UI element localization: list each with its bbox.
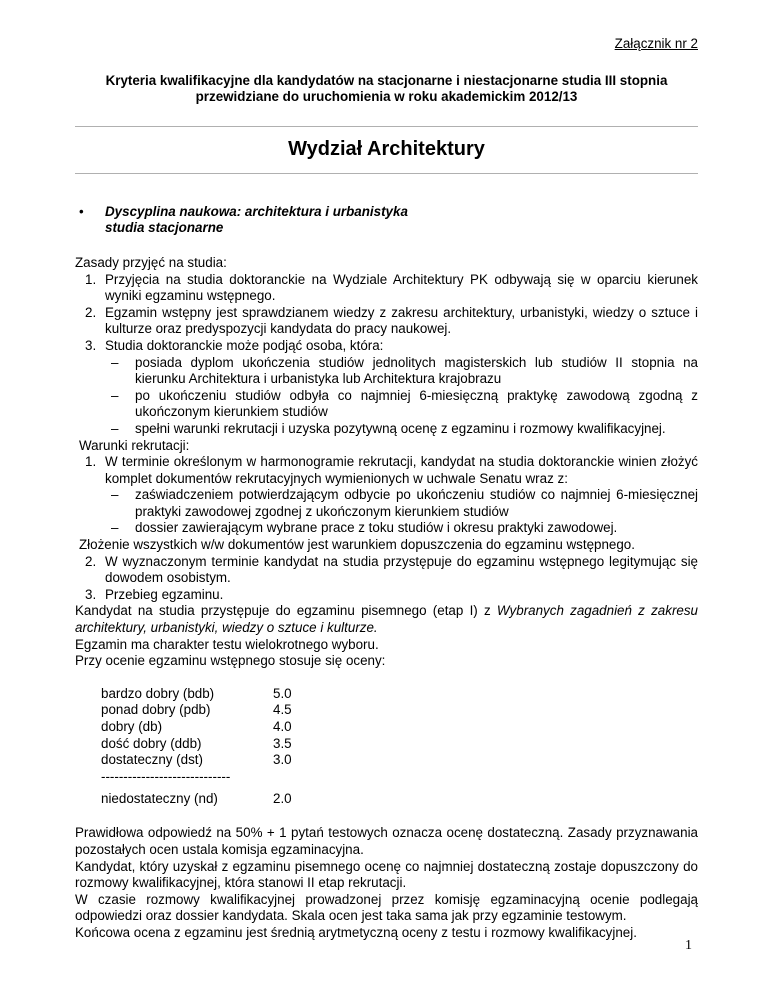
grade-name: dostateczny (dst) (101, 752, 203, 768)
exam-intro (75, 603, 698, 636)
item-number: 1. (85, 454, 97, 470)
grade-value: 4.0 (273, 719, 292, 734)
document-text: zaświadczeniem potwierdzającym odbycie po ukończeniu studiów co najmniej 6-miesięcznej praktyki zawodowej zgodnej z ukończonym kierunkiem studiów (135, 487, 698, 519)
grade-value: 5.0 (273, 685, 292, 701)
item-text: Egzamin wstępny jest sprawdzianem wiedzy z zakresu architektury, urbanistyki, wiedzy o sztuce i kulturze oraz predyspozycji kandydata do pracy naukowej. (105, 304, 698, 337)
dash-icon: – (111, 387, 119, 403)
item-text: Przyjęcia na studia doktoranckie na Wydziale Architektury PK odbywają się w oparciu kierunek wyniki egzaminu wstępnego. (105, 271, 698, 304)
closing-paragraph: Końcowa ocena z egzaminu jest średnią arytmetyczną oceny z testu i rozmowy kwalifikacyjnej. (75, 924, 637, 940)
exam-intro-text: Kandydat na studia przystępuje do egzaminu pisemnego (etap I) z (75, 603, 497, 619)
documents-note: Złożenie wszystkich w/w dokumentów jest warunkiem dopuszczenia do egzaminu wstępnego. (79, 537, 635, 553)
dash-icon: – (111, 354, 119, 370)
document-item (105, 487, 698, 520)
recruitment-item (75, 454, 698, 537)
faculty-title: Wydział Architektury (288, 137, 485, 160)
admission-item (75, 338, 698, 438)
recruitment-heading: Warunki rekrutacji: (79, 437, 190, 453)
admission-item (75, 305, 698, 338)
item-number: 1. (85, 271, 97, 287)
discipline-mode: studia stacjonarne (105, 220, 224, 236)
discipline-name: Dyscyplina naukowa: architektura i urbanistyka (105, 203, 408, 219)
item-number: 3. (85, 586, 97, 602)
admission-item (75, 272, 698, 305)
discipline-block (75, 204, 698, 237)
requirement-text: posiada dyplom ukończenia studiów jednolitych magisterskich lub studiów II stopnia na kierunku Architektura i urbanistyka lub Architektura krajobrazu (135, 354, 698, 387)
requirement-text: spełni warunki rekrutacji i uzyska pozytywną ocenę z egzaminu i rozmowy kwalifikacyjnej. (135, 420, 666, 436)
closing-paragraph: Prawidłowa odpowiedź na 50% + 1 pytań testowych oznacza ocenę dostateczną. Zasady przyznawania pozostałych ocen ustala komisja egzaminacyjna. (75, 825, 698, 857)
bullet-icon: • (79, 203, 84, 219)
grade-name: dość dobry (ddb) (101, 735, 202, 751)
item-text: Studia doktoranckie może podjąć osoba, która: (105, 337, 384, 353)
grade-value: 3.5 (273, 735, 292, 751)
exam-form: Egzamin ma charakter testu wielokrotnego wyboru. (75, 636, 379, 652)
grade-row (101, 702, 333, 719)
grade-row (101, 686, 333, 703)
criteria-title: Kryteria kwalifikacyjne dla kandydatów na stacjonarne i niestacjonarne studia III stopnia przewidziane do uruchomienia w roku akademickim 2012/13 (105, 72, 668, 105)
grade-value: 4.5 (273, 702, 292, 718)
grade-row (101, 752, 333, 769)
requirement-item (105, 355, 698, 388)
grade-value: 3.0 (273, 752, 292, 768)
page-number: 1 (685, 938, 692, 953)
item-text: W wyznaczonym terminie kandydat na studia przystępuje do egzaminu wstępnego legitymując się dowodem osobistym. (105, 553, 698, 586)
requirements-list (105, 355, 698, 438)
grade-name: niedostateczny (nd) (101, 790, 218, 806)
grade-name: bardzo dobry (bdb) (101, 685, 215, 701)
recruitment-item (75, 587, 698, 604)
grade-row (101, 736, 333, 753)
dash-icon: – (111, 487, 119, 503)
document-item (105, 520, 698, 537)
admission-list (75, 272, 698, 438)
grade-name: dobry (db) (101, 719, 163, 734)
grades-table (101, 686, 333, 808)
dash-icon: – (111, 420, 119, 436)
document-text: dossier zawierającym wybrane prace z toku studiów i okresu praktyki zawodowej. (135, 520, 618, 536)
closing-paragraph: W czasie rozmowy kwalifikacyjnej prowadzonej przez komisję egzaminacyjną ocenie podlegają odpowiedzi oraz dossier kandydata. Skala ocen jest taka sama jak przy egzaminie testowym. (75, 891, 698, 924)
grade-value: 2.0 (273, 790, 292, 806)
item-text: W terminie określonym w harmonogramie rekrutacji, kandydat na studia doktoranckie winien złożyć komplet dokumentów rekrutacyjnych wymienionych w uchwale Senatu wraz z: (105, 454, 698, 486)
requirement-text: po ukończeniu studiów odbyła co najmniej 6-miesięczną praktykę zawodową zgodną z ukończonym kierunkiem studiów (135, 387, 698, 420)
grade-separator: ----------------------------- (101, 768, 231, 784)
recruitment-list (75, 454, 698, 537)
grade-row (101, 719, 333, 736)
bottom-divider (75, 173, 698, 174)
top-divider (75, 126, 698, 127)
closing-paragraph: Kandydat, który uzyskał z egzaminu pisemnego ocenę co najmniej dostateczną zostaje dopuszczony do rozmowy kwalifikacyjnej, która stanowi II etap rekrutacji. (75, 858, 698, 891)
grade-fail-row (101, 785, 333, 807)
item-number: 3. (85, 337, 97, 353)
item-number: 2. (85, 553, 97, 569)
grades-intro: Przy ocenie egzaminu wstępnego stosuje się oceny: (75, 653, 386, 669)
item-text: Przebieg egzaminu. (105, 586, 224, 602)
requirement-item (105, 388, 698, 421)
admission-heading: Zasady przyjęć na studia: (75, 254, 227, 270)
exam-topic: Wybranych zagadnień z zakresu architektury, urbanistyki, wiedzy o sztuce i kulturze. (75, 603, 698, 636)
annex-label: Załącznik nr 2 (614, 36, 698, 51)
dash-icon: – (111, 520, 119, 536)
item-number: 2. (85, 304, 97, 320)
grade-name: ponad dobry (pdb) (101, 702, 211, 718)
recruitment-item (75, 554, 698, 587)
documents-list (105, 487, 698, 537)
grade-separator-row (101, 769, 333, 786)
requirement-item (105, 421, 698, 438)
recruitment-list-continued (75, 554, 698, 604)
grades-scale (101, 686, 698, 808)
